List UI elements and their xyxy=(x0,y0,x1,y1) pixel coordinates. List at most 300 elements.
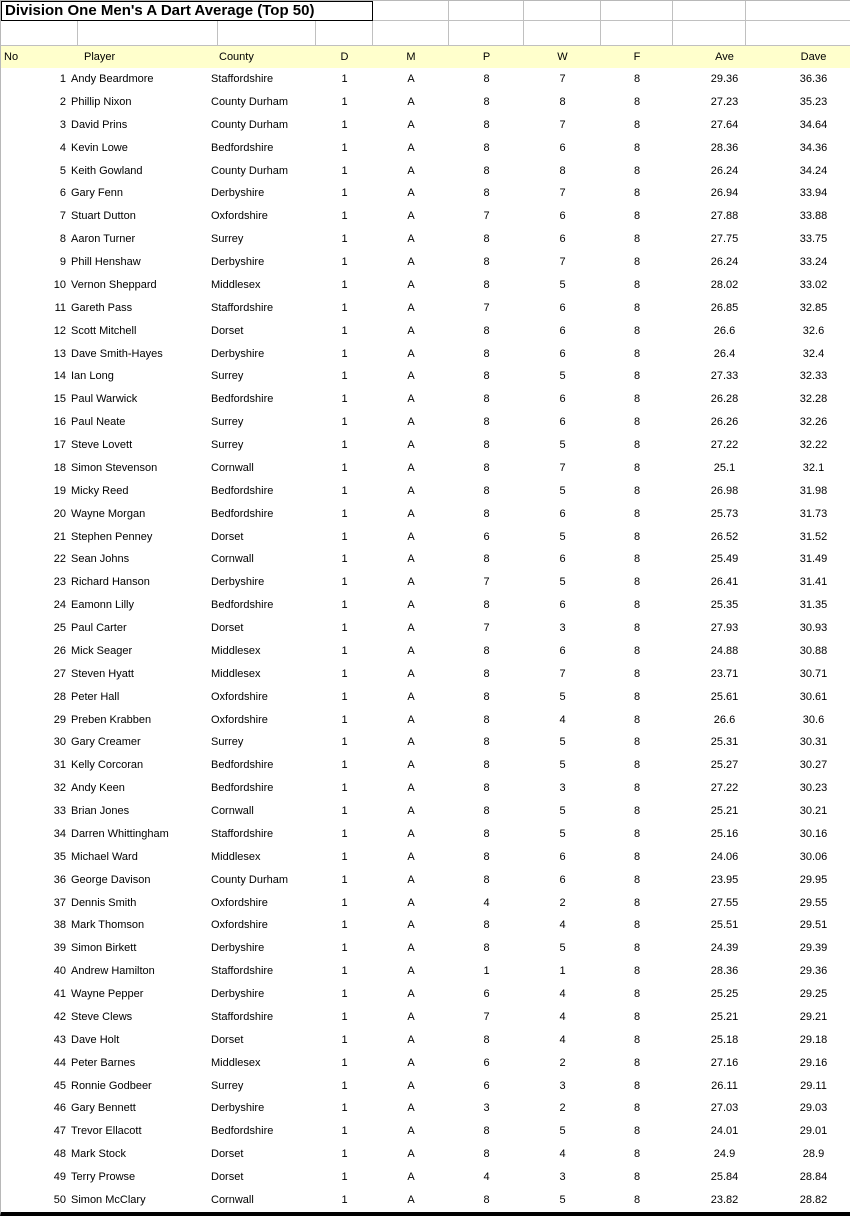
cell-rank: 26 xyxy=(53,644,66,657)
cell-rank: 43 xyxy=(53,1033,66,1046)
cell-ave: 27.33 xyxy=(710,370,739,383)
cell-player: Mark Thomson xyxy=(71,919,145,932)
cell-f: 8 xyxy=(633,73,641,85)
cell-dave: 32.33 xyxy=(799,370,828,383)
cell-p: 8 xyxy=(483,187,490,200)
cell-w: 5 xyxy=(559,370,566,383)
cell-player: Simon Birkett xyxy=(71,942,137,955)
table-row xyxy=(1,343,850,366)
cell-f: 8 xyxy=(633,118,641,131)
cell-ave: 26.41 xyxy=(710,576,739,589)
cell-d: 1 xyxy=(341,805,348,817)
cell-player: Scott Mitchell xyxy=(71,324,137,337)
cell-rank: 33 xyxy=(53,805,66,817)
cell-ave: 28.36 xyxy=(710,965,739,978)
table-row xyxy=(1,640,850,663)
cell-player: Trevor Ellacott xyxy=(71,1125,142,1138)
cell-d: 1 xyxy=(341,73,348,85)
cell-county: Bedfordshire xyxy=(211,484,274,497)
table-row xyxy=(1,228,850,251)
cell-rank: 9 xyxy=(59,256,66,268)
cell-d: 1 xyxy=(341,1102,348,1115)
cell-player: Phill Henshaw xyxy=(71,256,141,268)
cell-dave: 29.11 xyxy=(800,1079,827,1092)
cell-ave: 25.84 xyxy=(710,1171,739,1183)
cell-f: 8 xyxy=(633,644,641,657)
cell-dave: 29.21 xyxy=(799,1010,828,1023)
cell-d: 1 xyxy=(341,95,348,108)
cell-m: A xyxy=(407,278,415,291)
cell-ave: 26.98 xyxy=(710,484,739,497)
cell-p: 8 xyxy=(483,1125,490,1138)
empty-cell xyxy=(1,21,78,46)
cell-m: A xyxy=(407,187,415,200)
cell-m: A xyxy=(407,942,415,955)
cell-f: 8 xyxy=(633,1148,641,1161)
cell-player: Ian Long xyxy=(71,370,114,383)
cell-f: 8 xyxy=(633,95,641,108)
cell-d: 1 xyxy=(341,233,348,246)
cell-p: 8 xyxy=(483,805,490,817)
cell-rank: 29 xyxy=(53,713,66,726)
cell-dave: 32.4 xyxy=(802,347,825,360)
cell-d: 1 xyxy=(341,622,348,634)
empty-cell xyxy=(373,21,449,46)
cell-player: Mick Seager xyxy=(71,644,133,657)
cell-dave: 29.03 xyxy=(799,1102,828,1115)
cell-player: Steve Lovett xyxy=(71,439,133,451)
cell-ave: 26.4 xyxy=(713,347,736,360)
cell-p: 1 xyxy=(483,965,490,978)
cell-ave: 25.73 xyxy=(710,507,739,520)
cell-f: 8 xyxy=(633,1171,641,1183)
cell-rank: 32 xyxy=(53,782,66,795)
empty-cell xyxy=(373,1,449,21)
cell-player: Stuart Dutton xyxy=(71,210,136,223)
cell-county: Staffordshire xyxy=(211,1010,274,1023)
cell-player: Terry Prowse xyxy=(71,1171,136,1183)
cell-county: Cornwall xyxy=(211,553,254,566)
cell-w: 3 xyxy=(559,782,566,795)
table-row xyxy=(1,777,850,800)
empty-cell xyxy=(218,21,316,46)
cell-m: A xyxy=(407,805,415,817)
cell-rank: 18 xyxy=(53,461,66,474)
cell-p: 8 xyxy=(483,347,490,360)
cell-dave: 32.28 xyxy=(799,393,828,406)
table-row xyxy=(1,846,850,869)
cell-m: A xyxy=(407,164,415,177)
cell-ave: 26.24 xyxy=(710,256,739,268)
cell-county: Staffordshire xyxy=(211,301,274,314)
cell-county: Dorset xyxy=(211,1171,244,1183)
table-row xyxy=(1,1052,850,1075)
cell-county: Bedfordshire xyxy=(211,782,274,795)
table-row xyxy=(1,137,850,160)
cell-d: 1 xyxy=(341,667,348,680)
cell-m: A xyxy=(407,530,415,543)
table-row xyxy=(1,480,850,503)
cell-m: A xyxy=(407,782,415,795)
cell-f: 8 xyxy=(633,233,641,246)
table-row xyxy=(1,297,850,320)
cell-p: 8 xyxy=(483,942,490,955)
cell-ave: 25.31 xyxy=(710,736,739,749)
cell-ave: 27.03 xyxy=(710,1102,739,1115)
cell-dave: 28.9 xyxy=(802,1148,825,1161)
cell-player: Peter Hall xyxy=(71,690,120,703)
spacer-row xyxy=(1,21,850,46)
empty-cell xyxy=(449,1,524,21)
cell-m: A xyxy=(407,393,415,406)
cell-w: 6 xyxy=(559,393,566,406)
cell-m: A xyxy=(407,1079,415,1092)
cell-rank: 25 xyxy=(53,622,66,634)
cell-county: Middlesex xyxy=(211,850,261,863)
cell-p: 8 xyxy=(483,164,490,177)
cell-rank: 10 xyxy=(53,278,66,291)
cell-player: Mark Stock xyxy=(71,1148,127,1161)
empty-cell xyxy=(673,21,746,46)
cell-f: 8 xyxy=(633,461,641,474)
cell-dave: 32.26 xyxy=(799,416,828,429)
cell-county: Derbyshire xyxy=(211,988,265,1000)
cell-ave: 23.71 xyxy=(710,667,739,680)
cell-dave: 34.64 xyxy=(799,118,828,131)
cell-county: Derbyshire xyxy=(211,1102,265,1115)
cell-player: Phillip Nixon xyxy=(71,95,132,108)
table-row xyxy=(1,663,850,686)
cell-rank: 3 xyxy=(59,118,66,131)
cell-county: Oxfordshire xyxy=(211,896,268,909)
cell-player: Simon Stevenson xyxy=(71,461,158,474)
cell-m: A xyxy=(407,439,415,451)
cell-county: Surrey xyxy=(211,416,244,429)
cell-d: 1 xyxy=(341,1010,348,1023)
table-row xyxy=(1,617,850,640)
column-header-no: No xyxy=(4,51,19,63)
cell-w: 6 xyxy=(559,873,566,886)
cell-dave: 31.49 xyxy=(799,553,828,566)
empty-cell xyxy=(524,21,601,46)
cell-m: A xyxy=(407,759,415,772)
column-header-player: Player xyxy=(84,51,116,63)
cell-w: 7 xyxy=(559,667,566,680)
table-row xyxy=(1,365,850,388)
cell-p: 8 xyxy=(483,118,490,131)
cell-w: 6 xyxy=(559,507,566,520)
cell-p: 8 xyxy=(483,667,490,680)
cell-d: 1 xyxy=(341,553,348,566)
cell-f: 8 xyxy=(633,553,641,566)
cell-dave: 32.6 xyxy=(802,324,825,337)
cell-d: 1 xyxy=(341,416,348,429)
cell-w: 7 xyxy=(559,118,566,131)
cell-county: Surrey xyxy=(211,370,244,383)
cell-w: 1 xyxy=(559,965,566,978)
cell-w: 7 xyxy=(559,256,566,268)
cell-f: 8 xyxy=(633,988,641,1000)
cell-d: 1 xyxy=(341,164,348,177)
column-header-d: D xyxy=(340,51,349,63)
cell-f: 8 xyxy=(633,599,641,612)
empty-cell xyxy=(601,21,673,46)
cell-dave: 30.31 xyxy=(799,736,828,749)
cell-m: A xyxy=(407,256,415,268)
cell-d: 1 xyxy=(341,141,348,154)
cell-dave: 29.25 xyxy=(799,988,828,1000)
cell-rank: 6 xyxy=(59,187,66,200)
cell-m: A xyxy=(407,507,415,520)
cell-county: Oxfordshire xyxy=(211,713,268,726)
cell-d: 1 xyxy=(341,507,348,520)
cell-county: Cornwall xyxy=(211,461,254,474)
cell-w: 8 xyxy=(559,95,566,108)
empty-cell xyxy=(746,21,850,46)
cell-ave: 26.26 xyxy=(710,416,739,429)
table-row xyxy=(1,251,850,274)
cell-d: 1 xyxy=(341,873,348,886)
cell-w: 6 xyxy=(559,301,566,314)
cell-rank: 14 xyxy=(53,370,66,383)
cell-f: 8 xyxy=(633,324,641,337)
cell-rank: 37 xyxy=(53,896,66,909)
cell-w: 5 xyxy=(559,690,566,703)
cell-player: Kelly Corcoran xyxy=(71,759,144,772)
cell-county: County Durham xyxy=(211,873,289,886)
empty-cell xyxy=(78,21,218,46)
table-row xyxy=(1,160,850,183)
cell-player: Brian Jones xyxy=(71,805,130,817)
column-header-w: W xyxy=(557,51,568,63)
cell-ave: 24.88 xyxy=(710,644,739,657)
cell-w: 6 xyxy=(559,553,566,566)
table-row xyxy=(1,823,850,846)
cell-rank: 46 xyxy=(53,1102,66,1115)
cell-w: 6 xyxy=(559,324,566,337)
cell-ave: 25.25 xyxy=(710,988,739,1000)
cell-dave: 31.52 xyxy=(799,530,828,543)
cell-dave: 30.88 xyxy=(799,644,828,657)
cell-ave: 24.9 xyxy=(713,1148,736,1161)
cell-p: 8 xyxy=(483,324,490,337)
table-row xyxy=(1,457,850,480)
cell-w: 6 xyxy=(559,210,566,223)
cell-f: 8 xyxy=(633,896,641,909)
table-row xyxy=(1,869,850,892)
cell-f: 8 xyxy=(633,782,641,795)
cell-dave: 29.39 xyxy=(799,942,828,955)
cell-w: 4 xyxy=(559,1033,566,1046)
cell-w: 7 xyxy=(559,461,566,474)
cell-f: 8 xyxy=(633,1033,641,1046)
column-header-p: P xyxy=(482,51,491,63)
cell-player: George Davison xyxy=(71,873,151,886)
table-row xyxy=(1,1075,850,1098)
cell-player: Dave Smith-Hayes xyxy=(71,347,163,360)
cell-county: Cornwall xyxy=(211,805,254,817)
cell-player: Dennis Smith xyxy=(71,896,137,909)
cell-player: Ronnie Godbeer xyxy=(71,1079,152,1092)
cell-m: A xyxy=(407,988,415,1000)
column-header-dave: Dave xyxy=(800,51,827,63)
cell-rank: 27 xyxy=(53,667,66,680)
cell-m: A xyxy=(407,484,415,497)
cell-rank: 40 xyxy=(53,965,66,978)
cell-w: 6 xyxy=(559,233,566,246)
cell-dave: 29.51 xyxy=(799,919,828,932)
cell-player: Michael Ward xyxy=(71,850,138,863)
cell-m: A xyxy=(407,416,415,429)
cell-d: 1 xyxy=(341,850,348,863)
cell-w: 4 xyxy=(559,1148,566,1161)
cell-f: 8 xyxy=(633,141,641,154)
cell-p: 8 xyxy=(483,873,490,886)
cell-w: 5 xyxy=(559,439,566,451)
table-row xyxy=(1,526,850,549)
cell-county: Bedfordshire xyxy=(211,141,274,154)
table-row xyxy=(1,503,850,526)
cell-ave: 23.82 xyxy=(710,1193,739,1206)
cell-d: 1 xyxy=(341,278,348,291)
cell-player: Vernon Sheppard xyxy=(71,278,157,291)
cell-d: 1 xyxy=(341,324,348,337)
cell-p: 8 xyxy=(483,850,490,863)
cell-m: A xyxy=(407,667,415,680)
cell-rank: 19 xyxy=(53,484,66,497)
cell-w: 7 xyxy=(559,73,566,85)
cell-d: 1 xyxy=(341,690,348,703)
table-row xyxy=(1,754,850,777)
cell-dave: 29.18 xyxy=(799,1033,828,1046)
table-row xyxy=(1,1189,850,1212)
cell-player: Preben Krabben xyxy=(71,713,152,726)
cell-f: 8 xyxy=(633,1056,641,1069)
table-row xyxy=(1,411,850,434)
cell-f: 8 xyxy=(633,530,641,543)
cell-county: Oxfordshire xyxy=(211,919,268,932)
cell-dave: 30.6 xyxy=(802,713,825,726)
cell-rank: 50 xyxy=(53,1193,66,1206)
cell-w: 6 xyxy=(559,644,566,657)
cell-rank: 15 xyxy=(53,393,66,406)
cell-county: Derbyshire xyxy=(211,347,265,360)
cell-d: 1 xyxy=(341,988,348,1000)
cell-w: 2 xyxy=(559,1102,566,1115)
cell-p: 8 xyxy=(483,73,490,85)
cell-player: Dave Holt xyxy=(71,1033,120,1046)
cell-county: Middlesex xyxy=(211,644,261,657)
cell-p: 8 xyxy=(483,484,490,497)
cell-rank: 21 xyxy=(53,530,66,543)
cell-f: 8 xyxy=(633,1102,641,1115)
cell-county: Surrey xyxy=(211,736,244,749)
cell-d: 1 xyxy=(341,827,348,840)
cell-w: 2 xyxy=(559,896,566,909)
cell-d: 1 xyxy=(341,576,348,589)
cell-p: 6 xyxy=(483,988,490,1000)
table-row xyxy=(1,548,850,571)
cell-p: 8 xyxy=(483,461,490,474)
cell-dave: 30.16 xyxy=(799,827,828,840)
cell-dave: 30.93 xyxy=(799,622,828,634)
cell-m: A xyxy=(407,1193,415,1206)
table-row xyxy=(1,731,850,754)
cell-d: 1 xyxy=(341,919,348,932)
cell-w: 5 xyxy=(559,576,566,589)
cell-ave: 25.1 xyxy=(713,461,736,474)
cell-ave: 27.22 xyxy=(710,782,739,795)
cell-w: 5 xyxy=(559,736,566,749)
cell-m: A xyxy=(407,1125,415,1138)
cell-p: 8 xyxy=(483,690,490,703)
cell-p: 8 xyxy=(483,919,490,932)
cell-player: Keith Gowland xyxy=(71,164,143,177)
cell-rank: 41 xyxy=(53,988,66,1000)
cell-m: A xyxy=(407,850,415,863)
column-header-m: M xyxy=(406,51,416,63)
cell-d: 1 xyxy=(341,439,348,451)
cell-f: 8 xyxy=(633,164,641,177)
cell-player: Richard Hanson xyxy=(71,576,150,589)
table-row xyxy=(1,182,850,205)
table-row xyxy=(1,1166,850,1189)
cell-d: 1 xyxy=(341,782,348,795)
column-header-f: F xyxy=(633,51,641,63)
cell-m: A xyxy=(407,622,415,634)
cell-m: A xyxy=(407,713,415,726)
cell-d: 1 xyxy=(341,1193,348,1206)
table-row xyxy=(1,914,850,937)
cell-p: 8 xyxy=(483,782,490,795)
cell-ave: 24.06 xyxy=(710,850,739,863)
cell-m: A xyxy=(407,576,415,589)
cell-rank: 23 xyxy=(53,576,66,589)
cell-w: 6 xyxy=(559,141,566,154)
cell-rank: 49 xyxy=(53,1171,66,1183)
cell-player: Wayne Pepper xyxy=(71,988,144,1000)
cell-f: 8 xyxy=(633,622,641,634)
cell-rank: 38 xyxy=(53,919,66,932)
cell-m: A xyxy=(407,73,415,85)
cell-d: 1 xyxy=(341,1148,348,1161)
cell-dave: 33.88 xyxy=(799,210,828,223)
cell-ave: 27.22 xyxy=(710,439,739,451)
cell-w: 7 xyxy=(559,187,566,200)
cell-county: Surrey xyxy=(211,439,244,451)
cell-county: Derbyshire xyxy=(211,576,265,589)
cell-m: A xyxy=(407,141,415,154)
cell-p: 8 xyxy=(483,233,490,246)
cell-m: A xyxy=(407,324,415,337)
cell-ave: 26.6 xyxy=(713,713,736,726)
table-row xyxy=(1,594,850,617)
cell-ave: 26.6 xyxy=(713,324,736,337)
cell-player: Stephen Penney xyxy=(71,530,153,543)
cell-w: 4 xyxy=(559,988,566,1000)
cell-player: Andy Keen xyxy=(71,782,125,795)
cell-f: 8 xyxy=(633,416,641,429)
cell-f: 8 xyxy=(633,1125,641,1138)
cell-d: 1 xyxy=(341,1171,348,1183)
cell-f: 8 xyxy=(633,850,641,863)
cell-player: Paul Carter xyxy=(71,622,127,634)
cell-dave: 30.71 xyxy=(799,667,828,680)
cell-dave: 33.24 xyxy=(799,256,828,268)
cell-d: 1 xyxy=(341,759,348,772)
empty-cell xyxy=(316,21,373,46)
cell-m: A xyxy=(407,95,415,108)
